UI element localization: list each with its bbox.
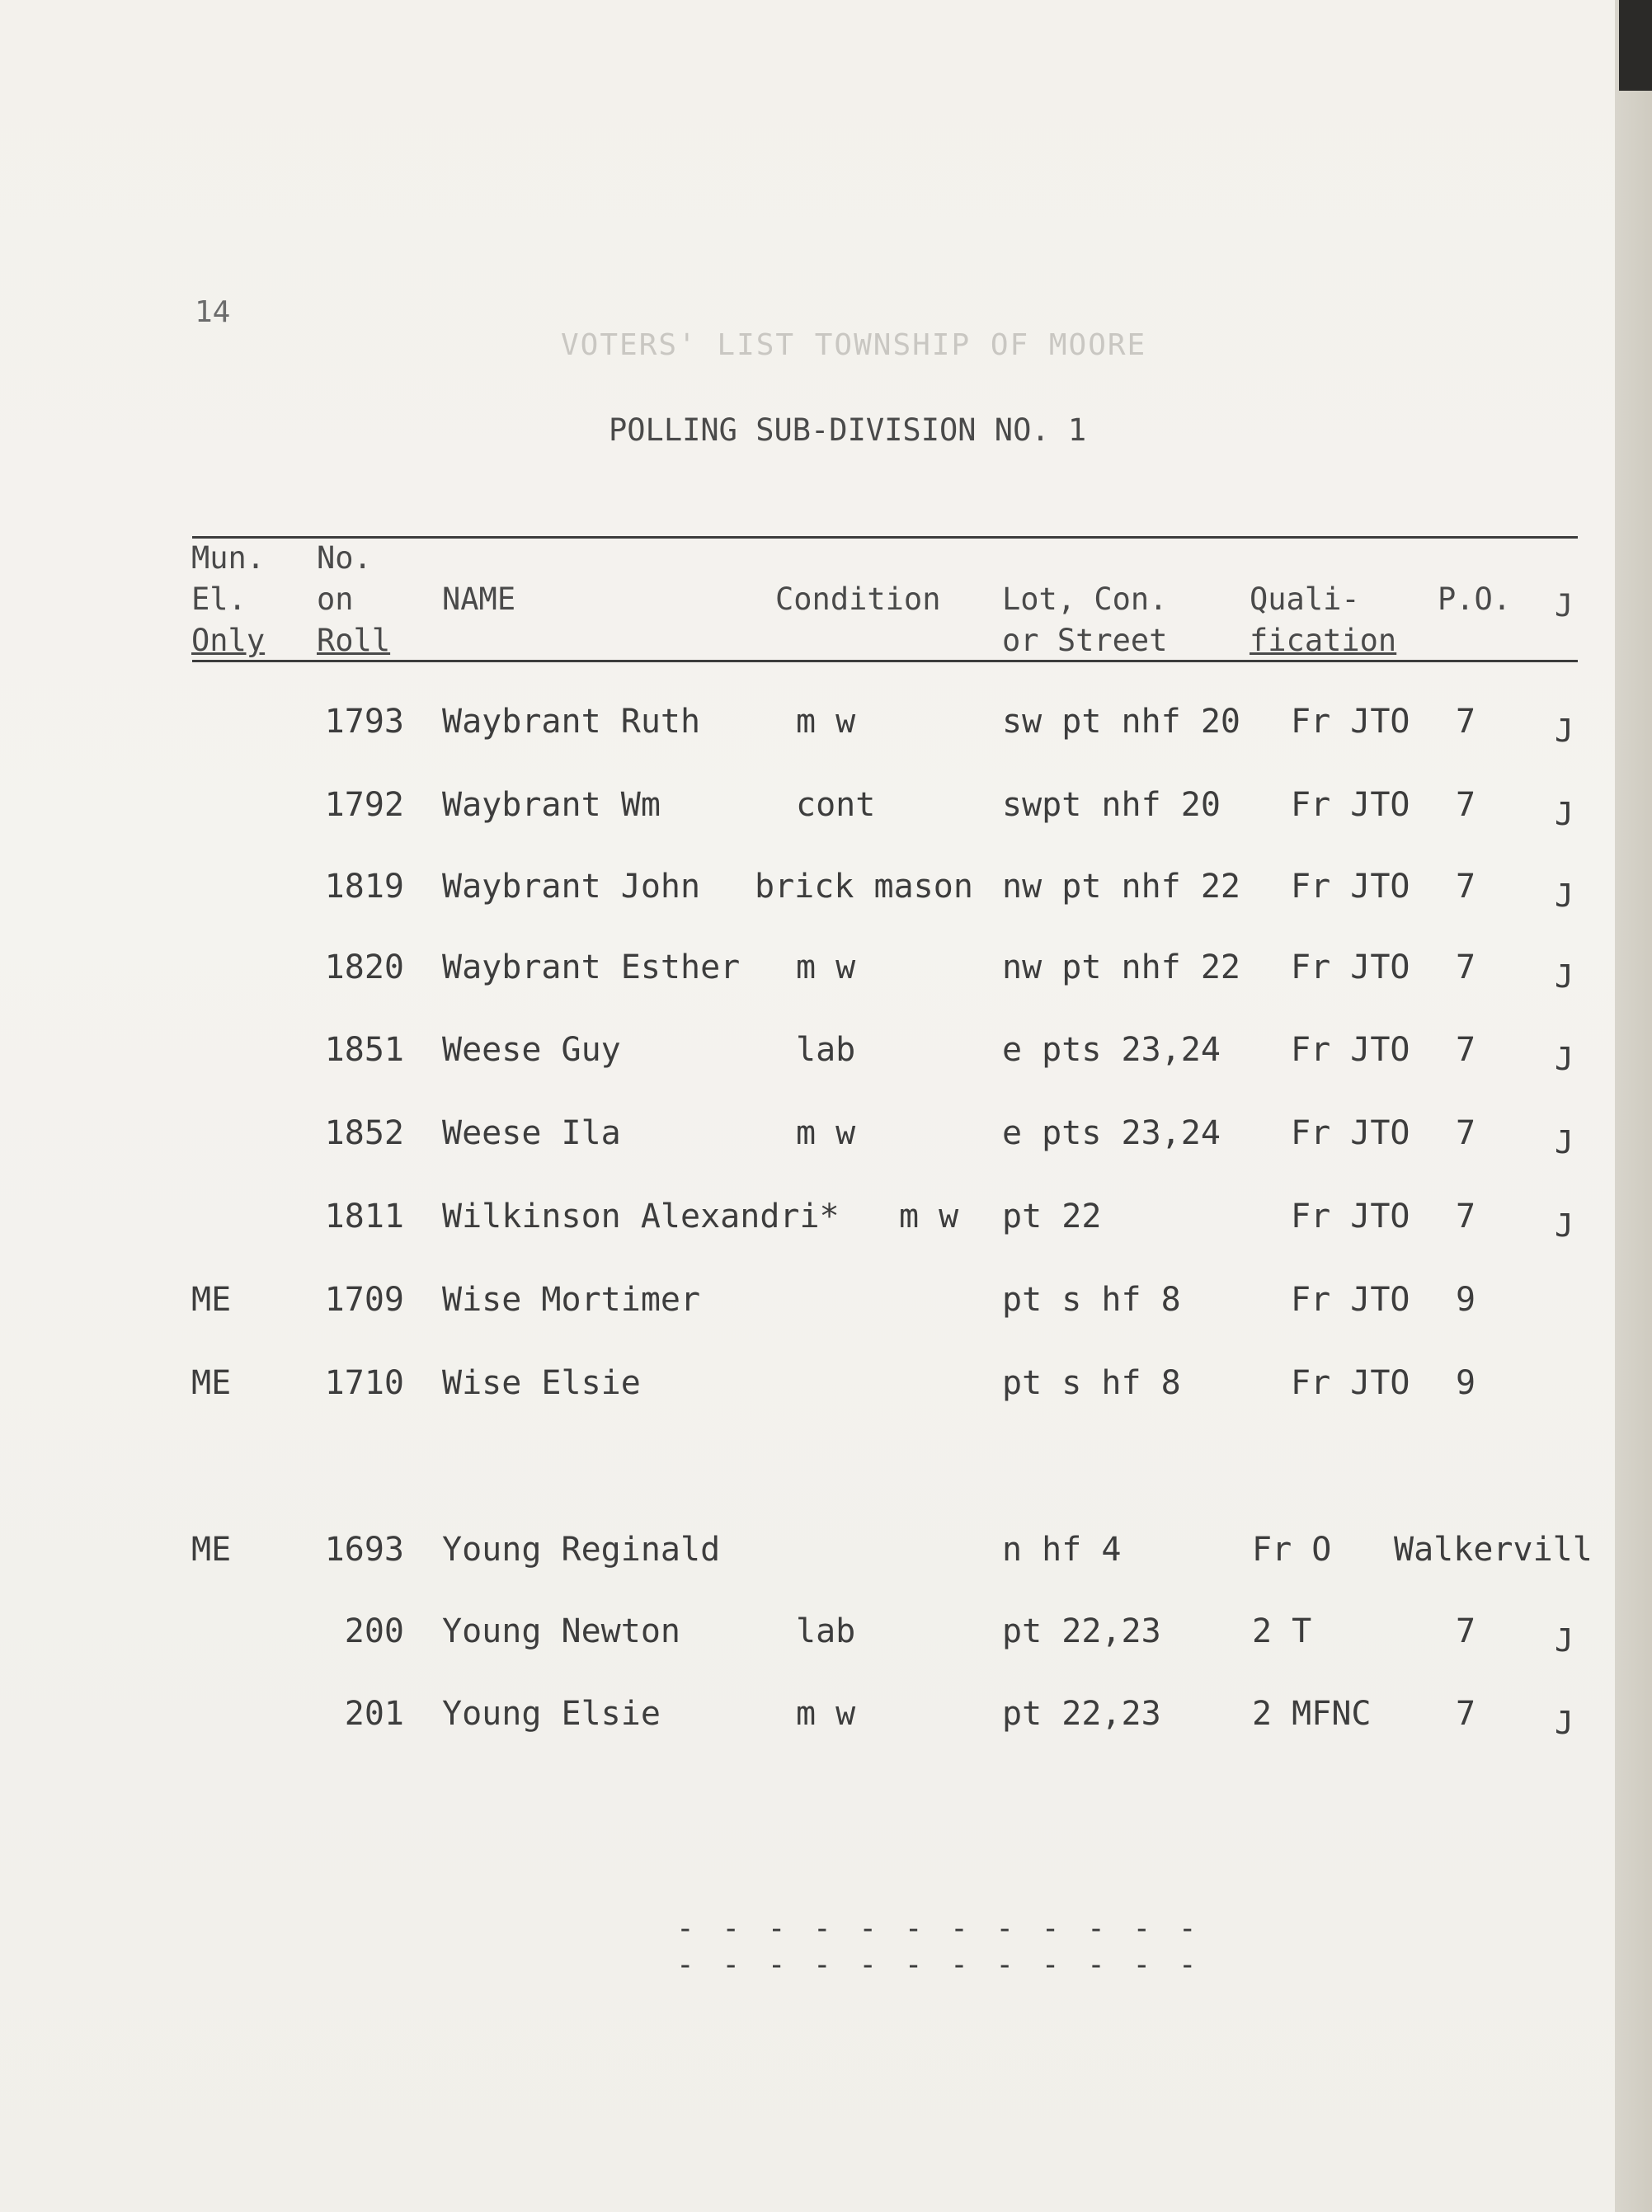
table-row — [0, 1695, 1615, 1744]
header-qualification — [1250, 579, 1396, 661]
cell-condition: lab — [796, 1031, 856, 1069]
cell-name: Young Newton — [442, 1612, 680, 1650]
table-row — [0, 1281, 1615, 1330]
cell-j: J — [1555, 1124, 1574, 1160]
cell-no: 1851 — [324, 1031, 404, 1069]
cell-qual: Fr JTO — [1291, 948, 1410, 986]
cell-no: 1820 — [324, 948, 404, 986]
cell-name: Young Elsie — [442, 1695, 661, 1733]
header-po: P.O. — [1438, 581, 1512, 617]
cell-po: 9 — [1456, 1364, 1476, 1402]
cell-j: J — [1555, 1207, 1574, 1244]
cell-qual: Fr O — [1252, 1531, 1332, 1569]
header-qual-line-1: Quali- — [1250, 581, 1360, 617]
footer-dash-line-2: - - - - - - - - - - - - — [676, 1948, 1202, 1982]
cell-qual: Fr JTO — [1291, 1364, 1410, 1402]
cell-qual: Fr JTO — [1291, 1031, 1410, 1069]
table-row — [0, 868, 1615, 917]
cell-po: 7 — [1456, 868, 1476, 906]
cell-qual: Fr JTO — [1291, 786, 1410, 824]
cell-mun: ME — [191, 1531, 232, 1569]
cell-lot: e pts 23,24 — [1002, 1114, 1221, 1152]
header-top-rule — [192, 536, 1578, 539]
cell-qual: Fr JTO — [1291, 1281, 1410, 1319]
cell-po: 7 — [1456, 1114, 1476, 1152]
cell-name: Weese Ila — [442, 1114, 621, 1152]
cell-condition: m w — [796, 948, 856, 986]
header-mun-line-2: El. — [191, 581, 247, 617]
document-subtitle: POLLING SUB-DIVISION NO. 1 — [609, 412, 1087, 448]
cell-condition: cont — [796, 786, 876, 824]
table-row — [0, 1198, 1615, 1247]
cell-name: Waybrant Ruth — [442, 703, 701, 741]
cell-lot: pt s hf 8 — [1002, 1364, 1181, 1402]
cell-lot: nw pt nhf 22 — [1002, 868, 1240, 906]
cell-condition: brick mason — [755, 868, 973, 906]
cell-name: Wise Elsie — [442, 1364, 641, 1402]
header-lot-con — [1002, 579, 1167, 661]
cell-condition: m w — [796, 1114, 856, 1152]
cell-no: 1693 — [324, 1531, 404, 1569]
cell-lot: pt s hf 8 — [1002, 1281, 1181, 1319]
cell-name: Waybrant John — [442, 868, 701, 906]
cell-lot: swpt nhf 20 — [1002, 786, 1221, 824]
footer-dash-line-1: - - - - - - - - - - - - — [676, 1912, 1202, 1946]
header-no-line-1: No. — [317, 540, 372, 576]
table-row — [0, 1531, 1615, 1580]
cell-name: Young Reginald — [442, 1531, 721, 1569]
cell-lot: pt 22,23 — [1002, 1612, 1161, 1650]
header-no-line-3: Roll — [317, 623, 391, 658]
cell-qual: Fr JTO — [1291, 703, 1410, 741]
table-row — [0, 703, 1615, 752]
cell-po: Walkervill — [1394, 1531, 1593, 1569]
cell-no: 1811 — [324, 1198, 404, 1235]
table-row — [0, 1612, 1615, 1662]
header-mun-line-3: Only — [191, 623, 266, 658]
page-right-edge — [1615, 0, 1652, 2212]
table-row — [0, 1364, 1615, 1414]
cell-name: Weese Guy — [442, 1031, 621, 1069]
table-row — [0, 786, 1615, 835]
header-qual-line-2: fication — [1250, 623, 1397, 658]
cell-po: 7 — [1456, 786, 1476, 824]
header-mun-line-1: Mun. — [191, 540, 266, 576]
cell-lot: sw pt nhf 20 — [1002, 703, 1240, 741]
cell-no: 1710 — [324, 1364, 404, 1402]
cell-no: 200 — [344, 1612, 404, 1650]
document-title: VOTERS' LIST TOWNSHIP OF MOORE — [561, 328, 1147, 362]
cell-qual: 2 T — [1252, 1612, 1312, 1650]
cell-no: 1793 — [324, 703, 404, 741]
cell-j: J — [1555, 878, 1574, 914]
cell-po: 9 — [1456, 1281, 1476, 1319]
cell-po: 7 — [1456, 1695, 1476, 1733]
cell-j: J — [1555, 796, 1574, 832]
cell-po: 7 — [1456, 703, 1476, 741]
header-mun-el-only — [191, 538, 265, 661]
cell-j: J — [1555, 1705, 1574, 1741]
cell-condition: m w — [796, 703, 856, 741]
cell-lot: pt 22,23 — [1002, 1695, 1161, 1733]
cell-j: J — [1555, 1622, 1574, 1659]
table-row — [0, 1031, 1615, 1080]
cell-j: J — [1555, 713, 1574, 749]
cell-condition: m w — [899, 1198, 959, 1235]
page-number: 14 — [195, 295, 231, 329]
cell-condition: m w — [796, 1695, 856, 1733]
cell-name: Wilkinson Alexandri* — [442, 1198, 840, 1235]
table-row — [0, 1114, 1615, 1164]
header-lot-line-2: or Street — [1002, 623, 1168, 658]
cell-lot: n hf 4 — [1002, 1531, 1122, 1569]
cell-name: Waybrant Esther — [442, 948, 741, 986]
cell-lot: pt 22 — [1002, 1198, 1102, 1235]
cell-no: 201 — [344, 1695, 404, 1733]
header-bottom-rule — [192, 660, 1578, 662]
cell-qual: 2 MFNC — [1252, 1695, 1372, 1733]
cell-qual: Fr JTO — [1291, 1114, 1410, 1152]
header-condition: Condition — [775, 581, 941, 617]
table-row — [0, 948, 1615, 998]
cell-po: 7 — [1456, 948, 1476, 986]
page-corner-shadow — [1619, 0, 1652, 91]
cell-mun: ME — [191, 1281, 232, 1319]
cell-no: 1792 — [324, 786, 404, 824]
cell-po: 7 — [1456, 1198, 1476, 1235]
header-no-line-2: on — [317, 581, 354, 617]
cell-qual: Fr JTO — [1291, 868, 1410, 906]
header-lot-line-1: Lot, Con. — [1002, 581, 1168, 617]
cell-condition: lab — [796, 1612, 856, 1650]
cell-no: 1852 — [324, 1114, 404, 1152]
cell-j: J — [1555, 1041, 1574, 1077]
header-no-on-roll — [317, 538, 390, 661]
cell-mun: ME — [191, 1364, 232, 1402]
cell-no: 1819 — [324, 868, 404, 906]
cell-qual: Fr JTO — [1291, 1198, 1410, 1235]
header-name: NAME — [442, 581, 516, 617]
cell-lot: e pts 23,24 — [1002, 1031, 1221, 1069]
cell-name: Wise Mortimer — [442, 1281, 701, 1319]
cell-name: Waybrant Wm — [442, 786, 661, 824]
header-j: J — [1555, 588, 1574, 624]
cell-po: 7 — [1456, 1612, 1476, 1650]
cell-no: 1709 — [324, 1281, 404, 1319]
cell-lot: nw pt nhf 22 — [1002, 948, 1240, 986]
cell-po: 7 — [1456, 1031, 1476, 1069]
cell-j: J — [1555, 958, 1574, 995]
